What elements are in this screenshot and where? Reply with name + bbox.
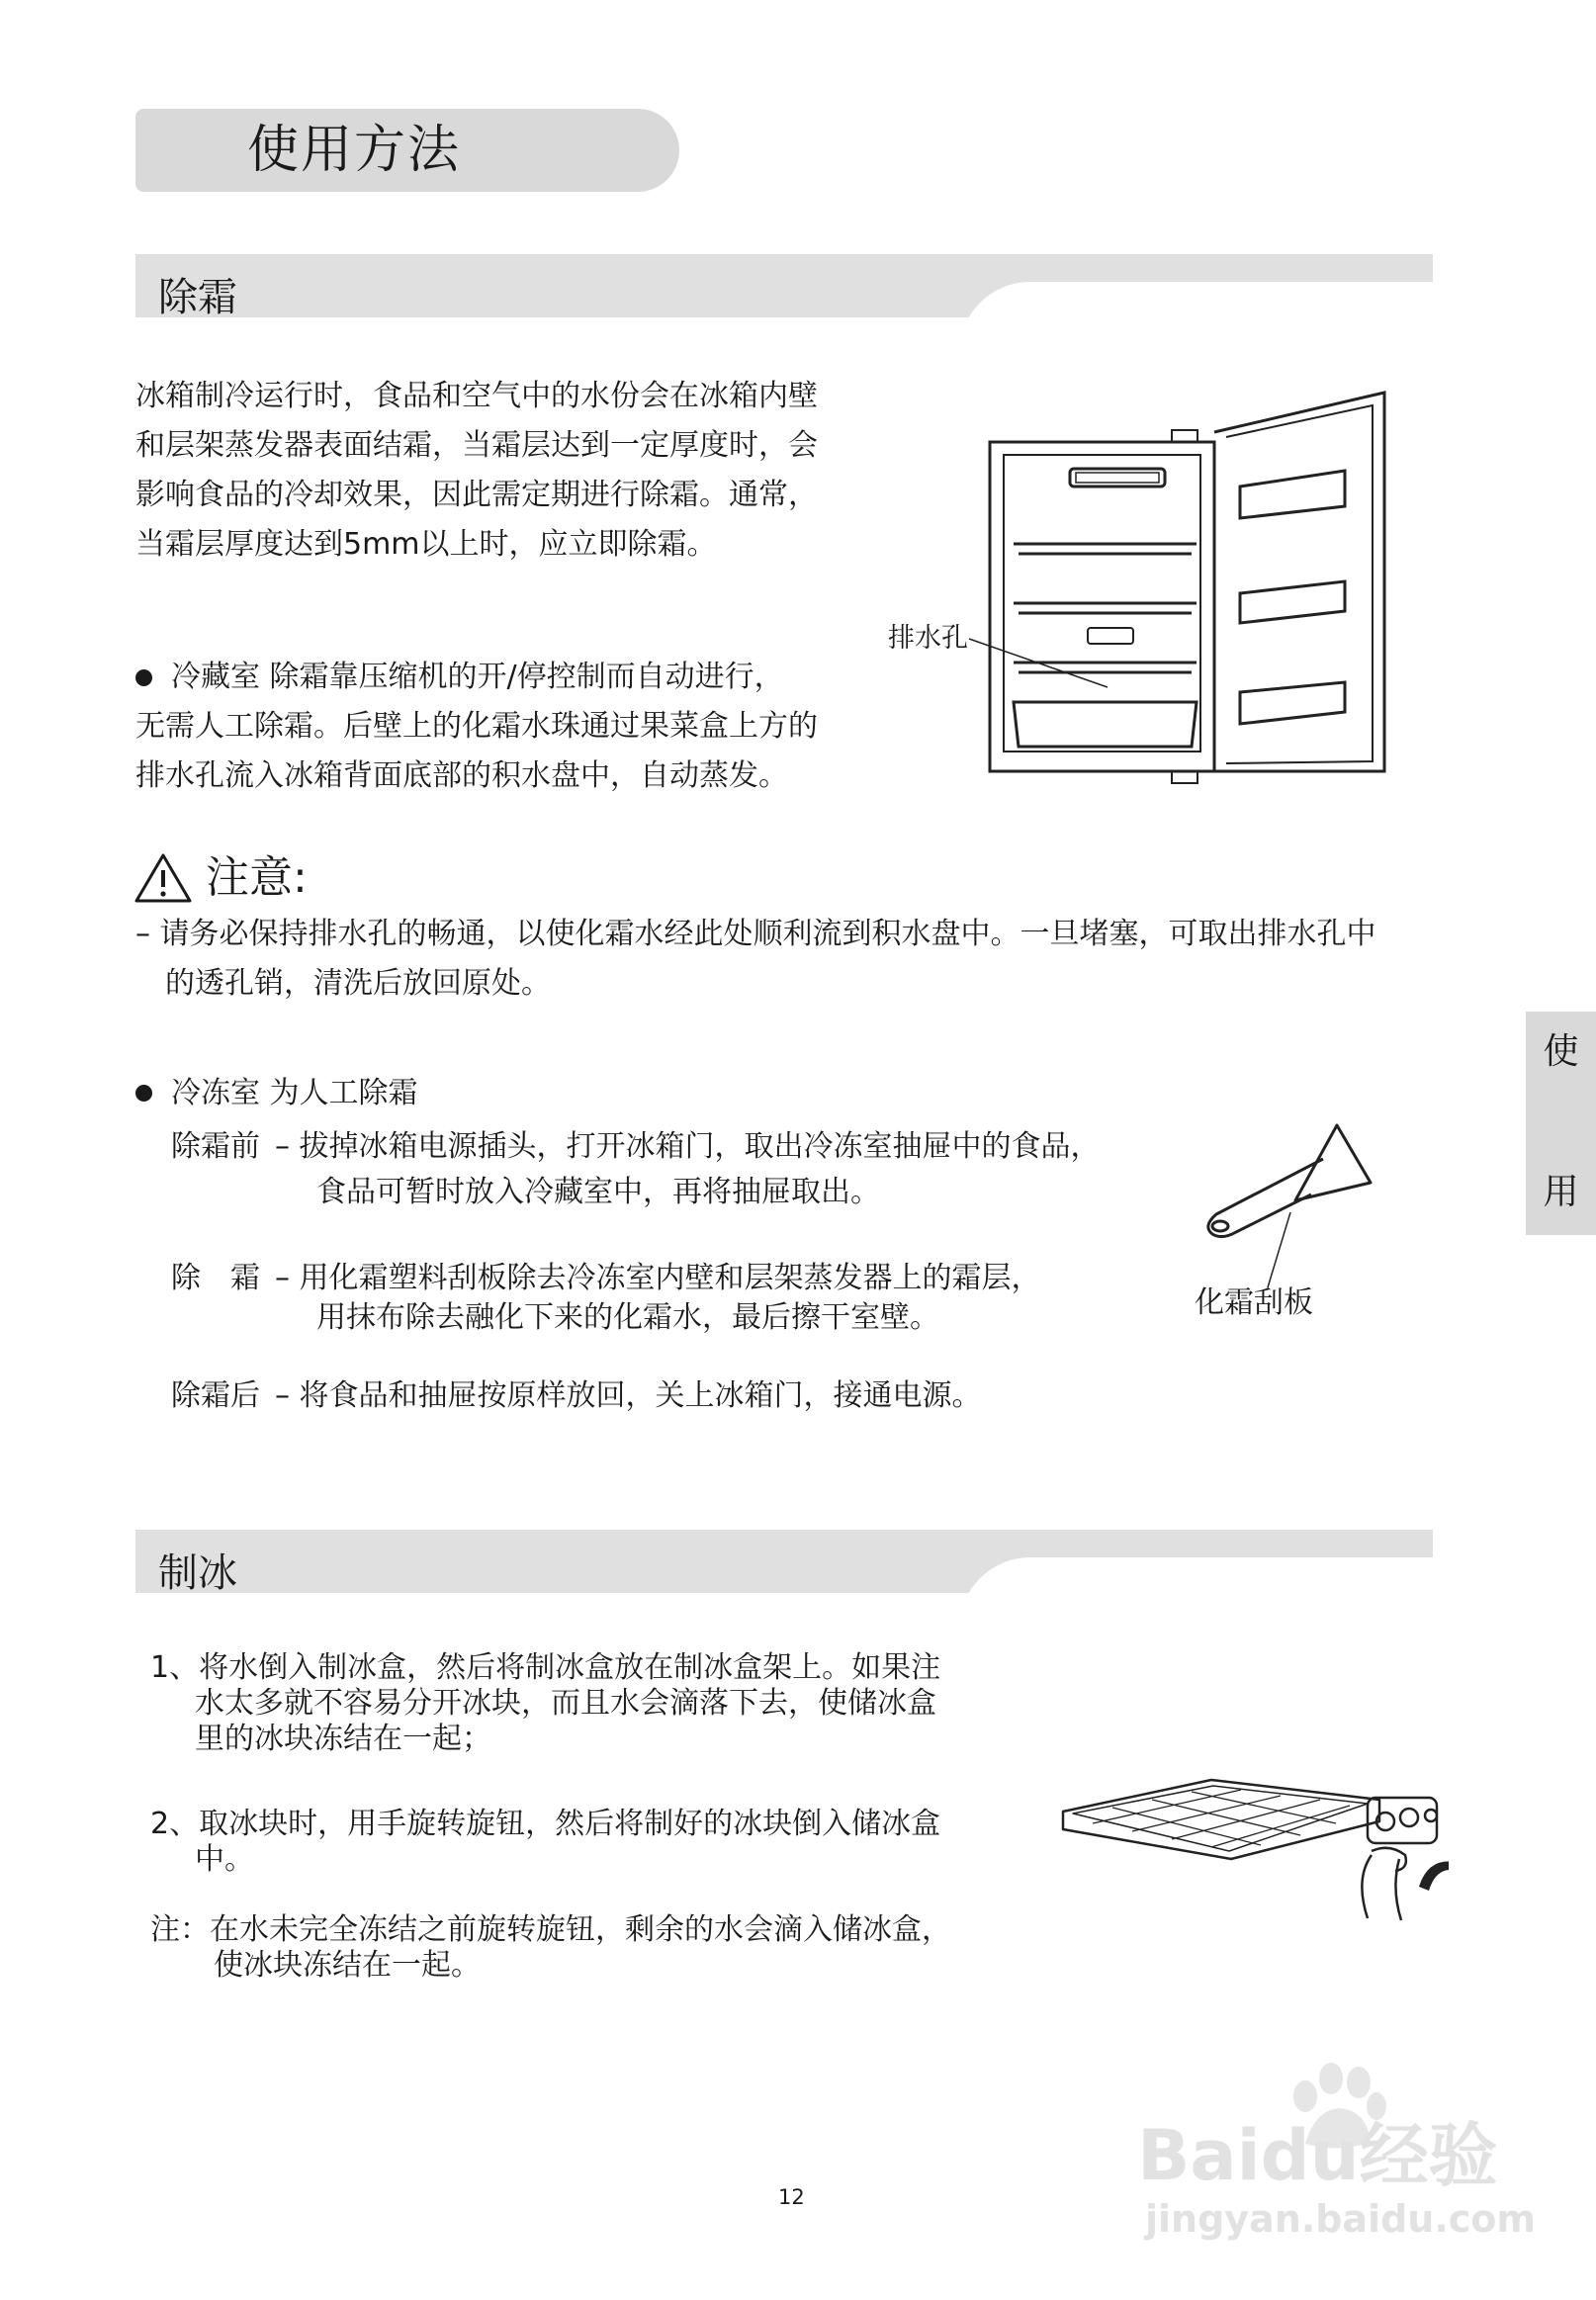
step-text-before: – 拔掉冰箱电源插头，打开冰箱门，取出冷冻室抽屉中的食品， 食品可暂时放入冷藏室中，再将抽屉取出。 — [275, 1129, 1101, 1209]
step-text-after: – 将食品和抽屉按原样放回，关上冰箱门，接通电源。 — [275, 1378, 982, 1413]
caution-title: 注意: — [206, 852, 308, 903]
side-tab-char-1: 使 — [1543, 1031, 1579, 1072]
defrost-heading: 除霜 — [158, 275, 237, 320]
side-tab-char-2: 用 — [1543, 1172, 1579, 1212]
bullet-freezer — [135, 1085, 152, 1102]
freezer-title: 冷冻室 为人工除霜 — [171, 1076, 418, 1110]
ice-heading: 制冰 — [158, 1550, 237, 1596]
watermark-logo: Baidu经验 — [1137, 2115, 1498, 2196]
fridge-illustration — [880, 386, 1394, 801]
page-number: 12 — [778, 2185, 805, 2209]
ice-header-bar — [135, 1530, 1433, 1593]
step-label-before: 除霜前 — [171, 1129, 260, 1164]
ice-tray-illustration — [1053, 1760, 1449, 1928]
step-text-defrost: – 用化霜塑料刮板除去冷冻室内壁和层架蒸发器上的霜层， 用抹布除去融化下来的化霜水，最后擦干室壁。 — [275, 1261, 1041, 1335]
ice-item-1: 1、将水倒入制冰盒，然后将制冰盒放在制冰盒架上。如果注 水太多就不容易分开冰块，而且水会滴落下去，使储冰盒 里的冰块冻结在一起； — [150, 1650, 941, 1756]
scraper-illustration — [1197, 1117, 1384, 1295]
scraper-label: 化霜刮板 — [1195, 1285, 1313, 1320]
step-label-defrost: 除 霜 — [171, 1261, 260, 1295]
drain-hole-label: 排水孔 — [888, 623, 968, 654]
defrost-intro: 冰箱制冷运行时，食品和空气中的水份会在冰箱内壁 和层架蒸发器表面结霜，当霜层达到一定厚度时，会 影响食品的冷却效果，因此需定期进行除霜。通常， 当霜层厚度达到5mm以上时，应立即除霜。 — [135, 379, 818, 562]
watermark-url: jingyan.baidu.com — [1145, 2197, 1536, 2241]
fridge-paragraph: 冷藏室 除霜靠压缩机的开/停控制而自动进行， 无需人工除霜。后壁上的化霜水珠通过果菜盒上方的 排水孔流入冰箱背面底部的积水盘中，自动蒸发。 — [135, 660, 818, 793]
caution-text: – 请务必保持排水孔的畅通，以使化霜水经此处顺利流到积水盘中。一旦堵塞，可取出排水孔中 的透孔销，清洗后放回原处。 — [135, 917, 1376, 1001]
step-label-after: 除霜后 — [171, 1378, 260, 1413]
ice-item-2: 2、取冰块时，用手旋转旋钮，然后将制好的冰块倒入储冰盒 中。 — [150, 1807, 941, 1877]
warning-triangle-icon — [133, 852, 193, 904]
page-title: 使用方法 — [247, 121, 462, 180]
defrost-header-bar — [135, 254, 1433, 317]
ice-note: 注：在水未完全冻结之前旋转旋钮，剩余的水会滴入储冰盒， 使冰块冻结在一起。 — [150, 1912, 951, 1983]
